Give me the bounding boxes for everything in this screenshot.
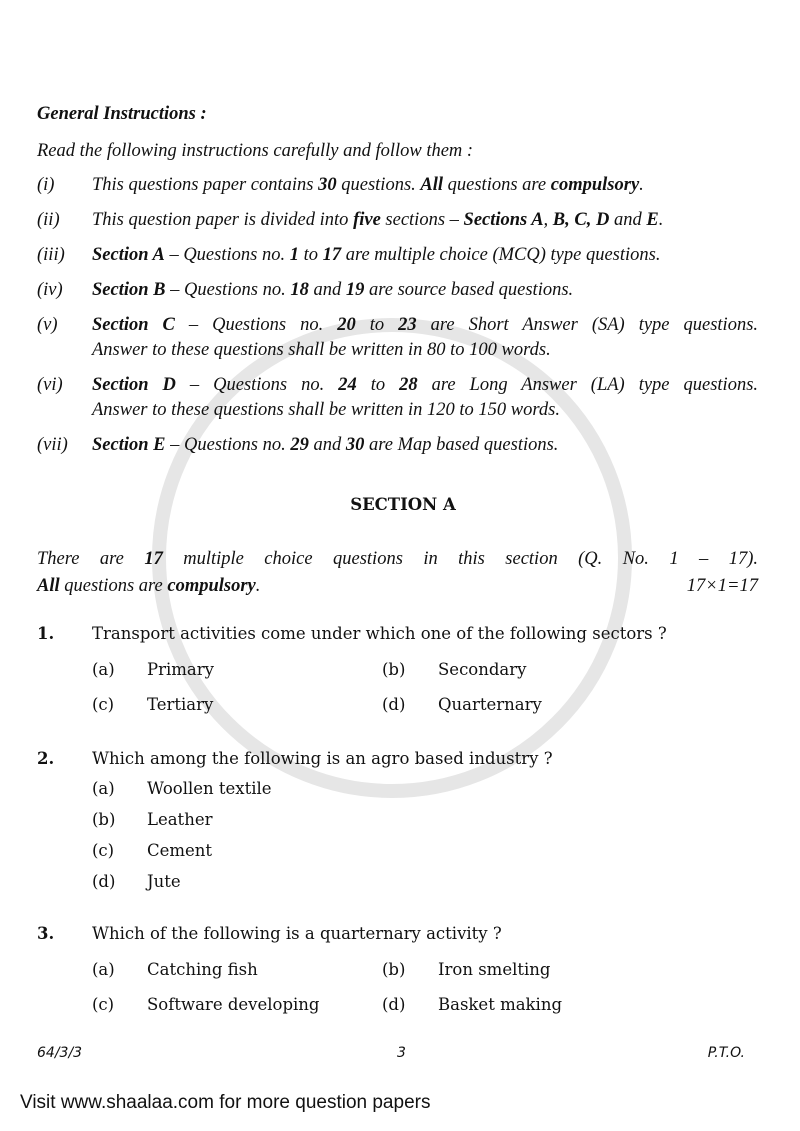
text-run: to: [355, 315, 399, 335]
bold-text: 19: [345, 280, 365, 300]
bold-text: compulsory: [167, 576, 256, 596]
text-run: Answer to these questions shall be written in 120 to 150 words.: [92, 400, 560, 420]
text-run: questions are: [59, 576, 168, 596]
bold-text: 30: [345, 435, 365, 455]
option-label[interactable]: (c): [92, 841, 115, 860]
bold-text: All: [420, 175, 444, 195]
text-run: and: [308, 435, 346, 455]
text-run: There are: [37, 549, 145, 569]
footer-pto: P.T.O.: [707, 1045, 745, 1061]
option-label[interactable]: (c): [92, 995, 115, 1014]
bold-text: Section D: [92, 375, 176, 395]
instruction-number: (i): [37, 175, 55, 195]
question-number: 2.: [37, 749, 55, 768]
bold-text: B, C, D: [552, 210, 610, 230]
question-number: 1.: [37, 624, 55, 643]
option-label[interactable]: (b): [382, 960, 406, 979]
bold-text: compulsory: [550, 175, 640, 195]
instruction-text: [92, 433, 558, 457]
question-text: Which of the following is a quarternary activity ?: [92, 924, 502, 943]
bold-text: E: [646, 210, 659, 230]
instruction-number: (ii): [37, 210, 60, 230]
bold-text: Sections A: [463, 210, 544, 230]
option-text[interactable]: Leather: [147, 810, 213, 829]
bold-text: Section C: [92, 315, 175, 335]
bold-text: Section E: [92, 435, 166, 455]
instruction-text: [92, 373, 758, 397]
instruction-text: [92, 278, 573, 302]
bold-text: 17: [144, 549, 163, 569]
text-run: This questions paper contains: [92, 175, 319, 195]
section-compulsory-note: [37, 574, 260, 598]
question-text: Transport activities come under which one of the following sectors ?: [92, 624, 667, 643]
text-run: Answer to these questions shall be written in 80 to 100 words.: [92, 340, 551, 360]
instruction-text: [92, 243, 660, 267]
option-label[interactable]: (a): [92, 779, 115, 798]
option-text[interactable]: Tertiary: [147, 695, 214, 714]
footer-code: 64/3/3: [37, 1045, 83, 1061]
instruction-number: (vii): [37, 435, 68, 455]
text-run: questions.: [336, 175, 421, 195]
bold-text: 30: [318, 175, 337, 195]
instruction-text: [92, 208, 663, 232]
option-text[interactable]: Iron smelting: [438, 960, 551, 979]
text-run: – Questions no.: [165, 435, 291, 455]
option-label[interactable]: (c): [92, 695, 115, 714]
bold-text: 1: [289, 245, 299, 265]
instruction-number: (vi): [37, 375, 63, 395]
option-label[interactable]: (d): [382, 695, 406, 714]
text-run: – Questions no.: [174, 315, 338, 335]
text-run: .: [639, 175, 644, 195]
bold-text: five: [353, 210, 381, 230]
instruction-text: [92, 313, 758, 337]
option-text[interactable]: Catching fish: [147, 960, 258, 979]
instruction-text: [92, 398, 560, 422]
text-run: multiple choice questions in this section (Q. No. 1 – 17).: [162, 549, 758, 569]
bold-text: 17: [322, 245, 342, 265]
bold-text: 23: [398, 315, 417, 335]
option-text[interactable]: Woollen textile: [147, 779, 272, 798]
text-run: to: [298, 245, 323, 265]
text-run: are Map based questions.: [364, 435, 559, 455]
option-text[interactable]: Quarternary: [438, 695, 542, 714]
instruction-number: (v): [37, 315, 58, 335]
section-description: [37, 547, 758, 571]
footer-page-number: 3: [397, 1045, 406, 1061]
question-text: Which among the following is an agro based industry ?: [92, 749, 553, 768]
option-label[interactable]: (b): [382, 660, 406, 679]
text-run: and: [308, 280, 346, 300]
text-run: sections –: [380, 210, 464, 230]
instruction-number: (iv): [37, 280, 63, 300]
bold-text: Section A: [92, 245, 165, 265]
option-text[interactable]: Basket making: [438, 995, 563, 1014]
text-run: questions are: [443, 175, 551, 195]
option-text[interactable]: Jute: [147, 872, 181, 891]
visit-link[interactable]: Visit www.shaalaa.com for more question papers: [20, 1092, 431, 1113]
option-text[interactable]: Primary: [147, 660, 214, 679]
option-label[interactable]: (a): [92, 660, 115, 679]
bold-text: 28: [399, 375, 418, 395]
text-run: .: [658, 210, 664, 230]
bold-text: 29: [290, 435, 309, 455]
instruction-text: [92, 338, 551, 362]
section-marks: 17×1=17: [686, 576, 758, 596]
text-run: .: [255, 576, 261, 596]
text-run: – Questions no.: [164, 245, 290, 265]
general-instructions-heading: General Instructions :: [37, 104, 207, 124]
question-number: 3.: [37, 924, 55, 943]
text-run: are multiple choice (MCQ) type questions.: [341, 245, 661, 265]
text-run: This question paper is divided into: [92, 210, 354, 230]
option-text[interactable]: Secondary: [438, 660, 527, 679]
instruction-text: [92, 173, 644, 197]
text-run: are Short Answer (SA) type questions.: [416, 315, 759, 335]
text-run: and: [609, 210, 647, 230]
text-run: are source based questions.: [364, 280, 574, 300]
text-run: – Questions no.: [175, 375, 339, 395]
instruction-number: (iii): [37, 245, 65, 265]
bold-text: 20: [337, 315, 356, 335]
option-text[interactable]: Cement: [147, 841, 213, 860]
text-run: – Questions no.: [165, 280, 291, 300]
option-text[interactable]: Software developing: [147, 995, 320, 1014]
bold-text: Section B: [92, 280, 166, 300]
section-title: SECTION A: [350, 495, 456, 514]
option-label[interactable]: (d): [382, 995, 406, 1014]
option-label[interactable]: (d): [92, 872, 116, 891]
option-label[interactable]: (b): [92, 810, 116, 829]
bold-text: 24: [338, 375, 357, 395]
option-label[interactable]: (a): [92, 960, 115, 979]
bold-text: All: [37, 576, 60, 596]
text-run: are Long Answer (LA) type questions.: [417, 375, 759, 395]
instructions-intro: Read the following instructions carefully and follow them :: [37, 141, 474, 161]
text-run: ,: [543, 210, 553, 230]
text-run: to: [356, 375, 400, 395]
bold-text: 18: [290, 280, 309, 300]
